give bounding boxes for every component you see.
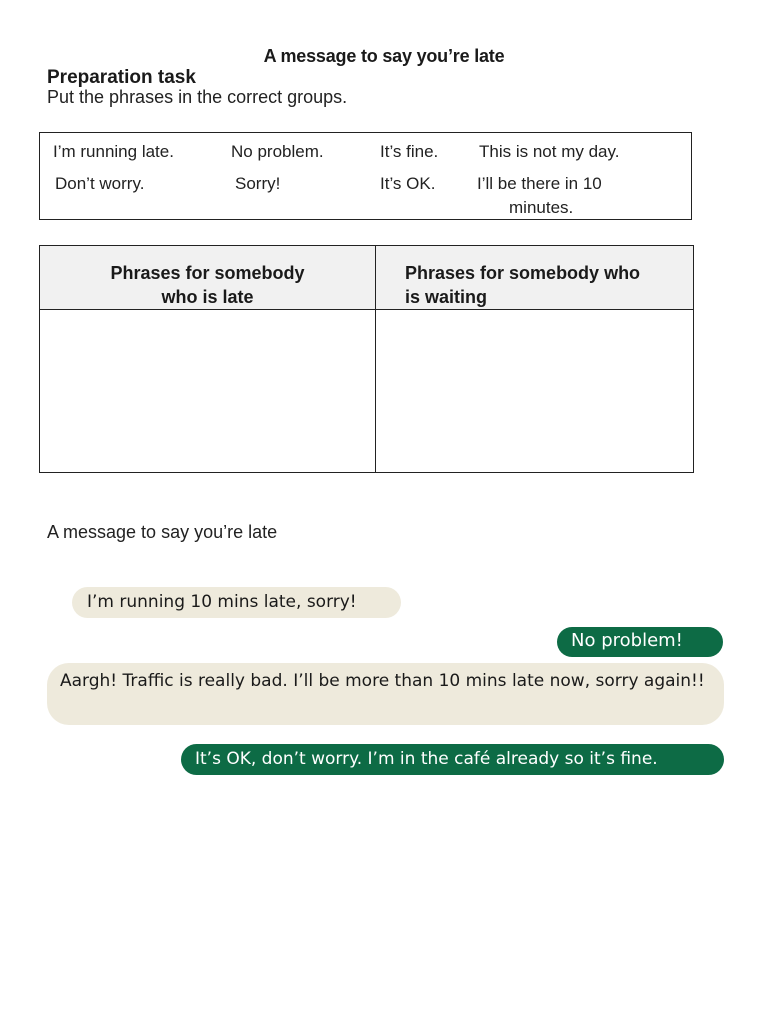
phrase-item: Don’t worry.	[55, 174, 145, 193]
task-heading: Preparation task	[47, 67, 196, 88]
answer-cell-late[interactable]	[40, 310, 375, 472]
answer-cell-waiting[interactable]	[376, 310, 693, 472]
header-waiting	[405, 261, 690, 309]
phrase-item: It’s fine.	[380, 142, 439, 161]
phrase-item: This is not my day.	[479, 142, 620, 161]
phrase-item: I’ll be there in 10	[477, 174, 602, 193]
header-waiting-line2: is waiting	[405, 287, 488, 307]
message-received: Aargh! Traffic is really bad. I’ll be more than 10 mins late now, sorry again!!	[47, 663, 724, 725]
phrase-item: It’s OK.	[380, 174, 436, 193]
phrase-item: I’m running late.	[53, 142, 174, 161]
conversation-label: A message to say you’re late	[47, 522, 278, 542]
header-waiting-line1: Phrases for somebody who	[405, 263, 641, 283]
page-title: A message to say you’re late	[263, 46, 505, 66]
header-late-line2: who is late	[161, 287, 254, 307]
header-late	[50, 261, 365, 309]
grouping-table-header	[40, 246, 693, 310]
phrase-item: Sorry!	[235, 174, 281, 193]
phrase-bank	[39, 132, 692, 220]
phrase-item-continued: minutes.	[509, 198, 574, 217]
header-late-line1: Phrases for somebody	[110, 263, 305, 283]
message-received: I’m running 10 mins late, sorry!	[72, 587, 401, 618]
message-sent: It’s OK, don’t worry. I’m in the café already so it’s fine.	[181, 744, 724, 775]
grouping-table	[39, 245, 694, 473]
task-instruction: Put the phrases in the correct groups.	[47, 87, 348, 107]
message-sent: No problem!	[557, 627, 723, 657]
phrase-item: No problem.	[231, 142, 324, 161]
